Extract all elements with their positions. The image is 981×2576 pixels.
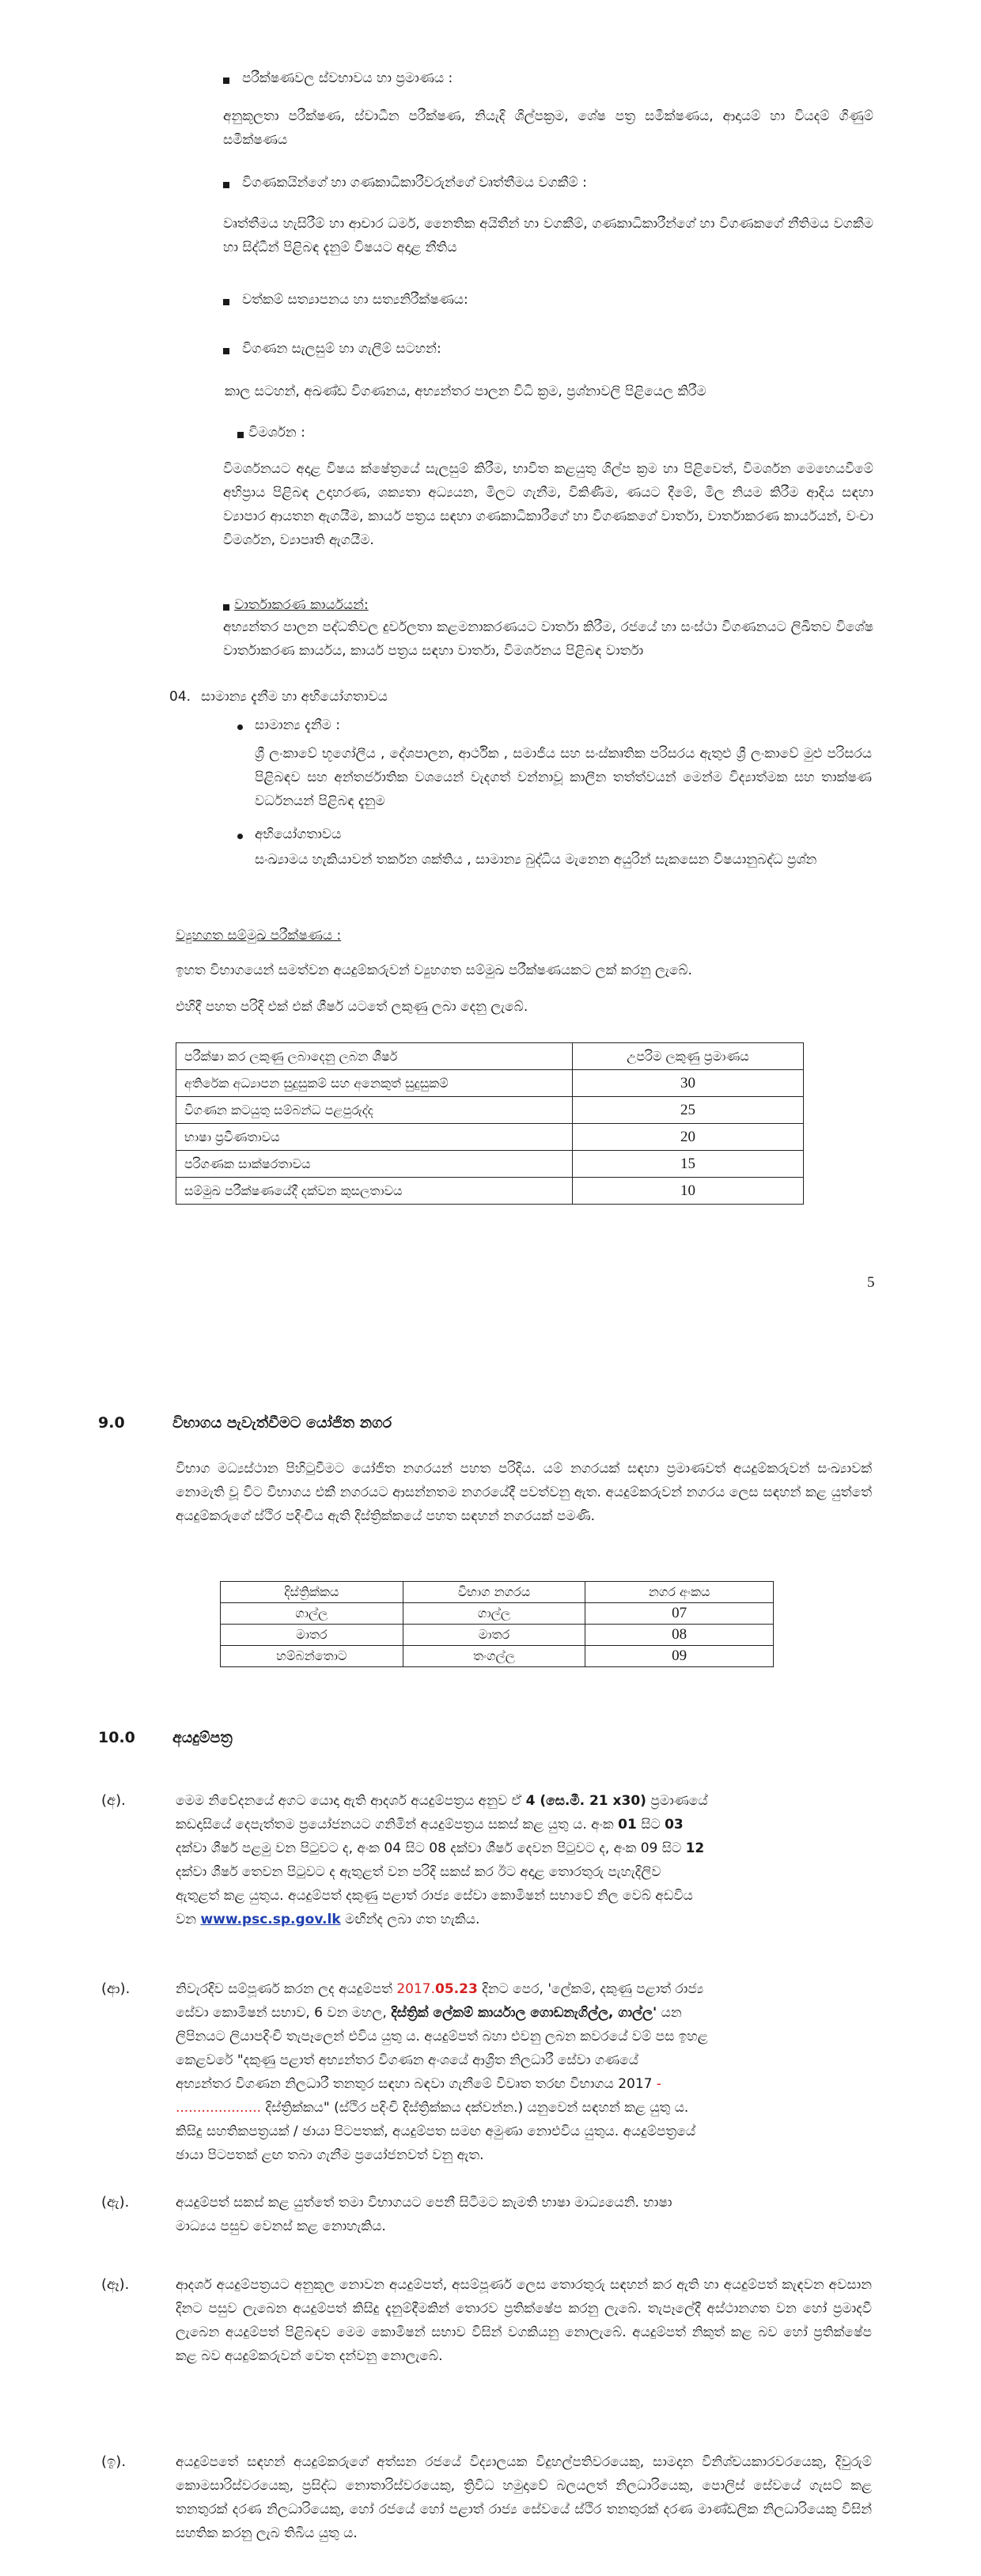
paragraph-general-knowledge: ශ්‍රී ලංකාවේ භූගෝලීය , දේශපාලන, ආර්ථික , සමාජීය සහ සංස්කෘතික පරිසරය ඇතුළු ශ්‍රී ලංකාවේ මුළු පරිසරය පිළිබඳව සහ අන්තර්ජාතික වශයෙන් වැදගත් වන්නාවූ කාලීන තත්ත්වයන් මෙන්ම විද්‍යාත්මක සහ තාක්ෂණ වර්ධනයන් පිළිබඳ දැනුම [255, 746, 872, 809]
text-run: මඟින්ද ලබා ගත හැකිය. [345, 1912, 480, 1927]
table-cell: අතිරේක අධ්‍යාපන සුදුසුකම් සහ අනෙකුත් සුදුසුකම් [176, 1070, 573, 1097]
table-cell: ගාල්ල [221, 1603, 403, 1625]
table-cell: මාතර [403, 1625, 585, 1646]
paragraph-responsibilities: වෘත්තීමය හැසිරීම් හා ආචාර ධර්ම, නෛතික අයිතීන් හා වගකීම්, ගණකාධිකාරීන්ගේ හා විගණකගේ නීතිමය වගකීම හා සිද්ධීන් පිළිබඳ දැනුම් විෂයට අදාළ නීතිය [223, 216, 873, 255]
text-line: දක්වා ශීර්ෂ තෙවන පිටුවට ද ඇතුළත් වන පරිදි සකස් කර ඊට අදාළ තොරතුරු පැහැදිලිව [176, 1864, 661, 1880]
table-cell: භාෂා ප්‍රවීණතාවය [176, 1124, 573, 1151]
text-line: ඇතුළත් කළ යුතුය. අයදුම්පත් දකුණු පළාත් රාජ්‍ය සේවා කොමිෂන් සභාවේ නිල වෙබ් අඩවිය [176, 1888, 693, 1904]
square-bullet-icon [223, 604, 229, 611]
paper-size: 4 (සෙ.මී. 21 x30) [525, 1793, 646, 1809]
table-cell: 20 [573, 1124, 804, 1151]
bullet-title-asset-verification: වත්කම් සත්‍යාපනය හා සත්‍යනිරීක්ෂණය: [242, 292, 468, 308]
table-row [176, 1151, 804, 1178]
item-a-body [176, 1789, 872, 1931]
table-cell: මාතර [221, 1625, 403, 1646]
interview-paragraph-1: ඉහත විභාගයෙන් සමත්වන අයදුම්කරුවන් ව්‍යුහගත සම්මුඛ පරීක්ෂණයකට ලක් කරනු ලැබේ. [176, 963, 692, 978]
text-line [176, 1977, 872, 2001]
table-row [221, 1625, 774, 1646]
table-row [176, 1070, 804, 1097]
table-row [176, 1178, 804, 1205]
table-row [176, 1097, 804, 1124]
interview-paragraph-2: එහිදී පහත පරිදි එක් එක් ශීර්ෂ යටතේ ලකුණු ලබා දෙනු ලැබේ. [176, 999, 528, 1015]
bullet-dot-icon [237, 724, 243, 730]
number-run: 01 [618, 1817, 637, 1833]
item-aa-body [176, 1977, 872, 2167]
text-line [176, 2001, 872, 2025]
section-number-10: 10.0 [98, 1729, 135, 1746]
bullet-title-test-nature: පරීක්ෂණවල ස්වභාවය හා ප්‍රමාණය : [242, 70, 453, 86]
text-line: කිසිදු සහතිකපත්‍රයක් / ඡායා පිටපතක්, අයදුම්පත සමඟ අමුණා නොඑවිය යුතුය. අයදුම්පත්‍රයේ [176, 2124, 696, 2139]
text-line [176, 1813, 872, 1836]
table-header-cell: පරීක්ෂා කර ලකුණු ලබාදෙනු ලබන ශීර්ෂ [176, 1043, 573, 1070]
bullet-dot-icon [237, 834, 243, 839]
paragraph-reporting: අභ්‍යන්තර පාලන පද්ධතිවල දුර්වලතා කළමනාකරණයට වාර්තා කිරීම, රජයේ හා සංස්ථා විගණනයට ලිඛිතව විශේෂ වාර්තාකරණ කාර්යය, කාර්ය පත්‍රය සඳහා වාර්තා, විමර්ශනය පිළිබඳ වාර්තා [223, 619, 873, 659]
item-label-ai: (ඈ). [101, 2276, 130, 2293]
item-label-a: (අ). [101, 1792, 126, 1809]
exam-city-table [220, 1581, 774, 1667]
text-line: කෙළවරේ "දකුණු පළාත් අභ්‍යන්තර විගණන අංශයේ ආශ්‍රිත නිලධාරී සේවා ගණයේ [176, 2052, 638, 2068]
date-part: 05.23 [435, 1981, 478, 1997]
item-e-body: අයදුම්පතේ සඳහන් අයදුම්කරුගේ අත්සන රජයේ විද්‍යාලයක විදුහල්පතිවරයෙකු, සාමදාන විනිශ්චයකාරවරයෙකු, දිවුරුම් කොමසාරිස්වරයෙකු, ප්‍රසිද්ධ නොතාරිස්වරයෙකු, ත්‍රිවිධ හමුදාවේ බලයලත් නිලධාරියෙකු, පොලිස් සේවයේ ගැසට් කළ තනතුරක් දරණ නිලධාරියෙකු, හෝ රජයේ හෝ පළාත් රාජ්‍ය සේවයේ ස්ථිර තනතුරක් දරණ මාණ්ඩලික නිලධාරියෙකු විසින් සහතික කරනු ලැබ තිබිය යුතු ය. [176, 2454, 872, 2541]
item-label-e: (ඉ). [101, 2453, 127, 2470]
text-line: ලිපිනයට ලියාපදිංචි තැපෑලෙන් එවිය යුතු ය. අයදුම්පත් බහා එවනු ලබන කවරයේ වම් පස ඉහළ [176, 2029, 708, 2045]
table-row [221, 1603, 774, 1625]
bullet-title-investigations: විමර්ශන : [248, 425, 305, 441]
square-bullet-icon [223, 299, 229, 305]
text-run: දක්වා ශීර්ෂ පළමු වන පිටුවට ද, අංක 04 සිට 08 දක්වා ශීර්ෂ දෙවන පිටුවට ද, අංක 09 සිට [176, 1840, 682, 1856]
page-number: 5 [867, 1274, 875, 1291]
text-run: සේවා කොමිෂන් සභාව, 6 වන මහල, [176, 2005, 387, 2021]
table-cell: 08 [585, 1625, 774, 1646]
table-header-cell: නගර අංකය [585, 1582, 774, 1603]
text-run: .................... [176, 2100, 262, 2116]
table-cell: 09 [585, 1646, 774, 1667]
table-row [221, 1646, 774, 1667]
text-run: නිවැරදිව සම්පූර්ණ කරන ලද අයදුම්පත් [176, 1981, 392, 1997]
text-run: වන [176, 1912, 197, 1927]
item-label-ae: (ඇ). [101, 2194, 130, 2211]
section-title-10: අයදුම්පත්‍ර [172, 1729, 233, 1746]
text-run: දිස්ත්‍රික්කය" (ස්ථිර පදිංචි දිස්ත්‍රික්කය දක්වන්න.) යනුවෙන් සඳහන් කළ යුතු ය. [265, 2100, 689, 2116]
section-number-04: 04. [169, 689, 191, 705]
table-cell: සම්මුඛ පරීක්ෂණයේදී දක්වන කුසලතාවය [176, 1178, 573, 1205]
square-bullet-icon [223, 348, 229, 354]
interview-title: ව්‍යුහගත සම්මුඛ පරීක්ෂණය : [176, 928, 342, 944]
text-run: යන [661, 2005, 682, 2021]
date-part: 2017. [396, 1981, 435, 1997]
text-run: අභ්‍යන්තර විගණන නිලධාරී තනතුර සඳහා බඳවා ගැනීමේ විවෘත තරඟ විභාගය 2017 [176, 2076, 653, 2092]
square-bullet-icon [223, 78, 229, 84]
text-line: අයදුම්පත් සකස් කළ යුත්තේ තමා විභාගයට පෙනී සිටීමට කැමති භාෂා මාධ්‍යයෙනි. භාෂා [176, 2195, 672, 2211]
text-line [176, 1789, 872, 1813]
section-title-general-knowledge: සාමාන්‍ය දැනීම හා අභියෝගතාවය [201, 689, 388, 705]
table-cell: පරිගණක සාක්ෂරතාවය [176, 1151, 573, 1178]
table-header-row [221, 1582, 774, 1603]
square-bullet-icon [223, 182, 229, 188]
table-cell: තංගල්ල [403, 1646, 585, 1667]
text-run: සිට [641, 1817, 661, 1833]
text-line [176, 1908, 872, 1931]
text-run: ප්‍රමාණයේ [650, 1793, 708, 1809]
table-cell: 25 [573, 1097, 804, 1124]
section-number-9: 9.0 [98, 1414, 125, 1432]
table-header-cell: විභාග නගරය [403, 1582, 585, 1603]
table-cell: 30 [573, 1070, 804, 1097]
table-header-cell: උපරිම ලකුණු ප්‍රමාණය [573, 1043, 804, 1070]
website-link[interactable]: www.psc.sp.gov.lk [200, 1912, 341, 1927]
item-ae-body [176, 2191, 872, 2238]
address-text: දිස්ත්‍රික් ලේකම් කාර්යාල ගොඩනැගිල්ල, ගාල්ල' [391, 2005, 657, 2021]
table-cell: ගාල්ල [403, 1603, 585, 1625]
table-header-row [176, 1043, 804, 1070]
text-run: මෙම නිවේදනයේ අගට යොදා ඇති ආදර්ශ අයදුම්පත්‍රය අනුව ඒ [176, 1793, 522, 1809]
text-line [176, 1836, 872, 1860]
table-cell: විගණන කටයුතු සම්බන්ධ පළපුරුද්ද [176, 1097, 573, 1124]
section-title-9: විභාගය පැවැත්වීමට යෝජිත නගර [172, 1414, 392, 1432]
text-line [176, 2096, 872, 2120]
text-line: ඡායා පිටපතක් ළඟ තබා ගැනීම ප්‍රයෝජනවත් වනු ඇත. [176, 2147, 484, 2163]
paragraph-aptitude: සංඛ්‍යාමය හැකියාවන් තර්කන ශක්තිය , සාමාන්‍ය බුද්ධිය මැනෙන අයුරින් සැකසෙන විෂයානුබද්ධ ප්‍රශ්න [255, 852, 817, 868]
item-ai-body: ආදර්ශ අයදුම්පත්‍රයට අනුකූල නොවන අයදුම්පත්, අසම්පූර්ණ ලෙස තොරතුරු සඳහන් කර ඇති හා අයදුම්පත් කැඳවන අවසාන දිනට පසුව ලැබෙන අයදුම්පත් කිසිදු දැනුම්දීමකින් තොරව ප්‍රතික්ෂේප කරනු ලැබේ. තැපෑලේදී අස්ථානගත වන හෝ ප්‍රමාදවී ලැබෙන අයදුම්පත් පිළිබඳව මෙම කොමිෂන් සභාව විසින් වගකියනු නොලැබේ. අයදුම්පත් නිකුත් කළ බව හෝ ප්‍රතික්ෂේප කළ බව අයදුම්කරුවන් වෙත දන්වනු නොලැබේ. [176, 2277, 872, 2364]
table-header-cell: දිස්ත්‍රික්කය [221, 1582, 403, 1603]
table-cell: 15 [573, 1151, 804, 1178]
interview-marks-table [176, 1042, 804, 1205]
section-9-paragraph: විභාග මධ්‍යස්ථාන පිහිටුවීමට යෝජිත නගරයන් පහත පරිදිය. යම් නගරයක් සඳහා ප්‍රමාණවත් අයදුම්කරුවන් සංඛ්‍යාවක් නොමැති වූ විට විභාගය එකී නගරයට ආසන්නතම නගරයේදී පවත්වනු ඇත. අයදුම්කරුවන් නගරය ලෙස සඳහන් කළ යුත්තේ අයදුම්කරුගේ ස්ථිර පදිංචිය ඇති දිස්ත්‍රික්කයේ පහත සඳහන් නගරයක් පමණි. [176, 1461, 872, 1524]
table-cell: හම්බන්තොට [221, 1646, 403, 1667]
deadline-date [396, 1981, 477, 1997]
bullet-title-responsibilities: විගණකයින්ගේ හා ගණකාධිකාරීවරුන්ගේ වෘත්තීමය වගකීම් : [242, 175, 587, 191]
paragraph-audit-planning: කාල සටහන්, අඛණ්ඩ විගණනය, අභ්‍යන්තර පාලන විධි ක්‍රම, ප්‍රශ්නාවලි පිළියෙල කිරීම [225, 384, 706, 399]
bullet-title-aptitude: අභියෝගතාවය [255, 827, 342, 842]
text-line: මාධ්‍යය පසුව වෙනස් කළ නොහැකිය. [176, 2219, 386, 2234]
bullet-title-audit-planning: විගණන සැලසුම් හා ගැලීම් සටහන්: [242, 341, 441, 357]
number-run: 03 [665, 1817, 684, 1833]
table-cell: 07 [585, 1603, 774, 1625]
number-run: 12 [685, 1840, 705, 1856]
text-run: දිනට පෙර, 'ලේකම්, දකුණු පළාත් රාජ්‍ය [482, 1981, 704, 1997]
bullet-title-reporting: වාර්තාකරණ කාර්යයන්: [234, 597, 369, 613]
text-run: - [656, 2076, 662, 2092]
paragraph-investigations: විමර්ශනයට අදාළ විෂය ක්ෂේත්‍රයේ සැලසුම් කිරීම, භාවිත කළයුතු ශිල්ප ක්‍රම හා පිළිවෙත්, විමර්ශන මෙහෙයවීමේ අභිප්‍රාය පිළිබඳ උදාහරණ, ශක්‍යතා අධ්‍යයන, මිලට ගැනීම, විකිණීම, ණයට දීමේ, මිල නියම කිරීම ආදිය සඳහා ව්‍යාපාර ආයතන ඇගයීම, කාර්ය පත්‍රය සඳහා ගණකාධිකාරීගේ හා විගණකගේ වාර්තා, වාර්තාකරණ කාර්යයන්, වංචා විමර්ශන, ව්‍යාපෘති ඇගයීම. [223, 461, 873, 548]
bullet-title-general-knowledge: සාමාන්‍ය දැනීම : [255, 717, 340, 733]
paragraph-test-nature: අනුකූලතා පරීක්ෂණ, ස්වාධීන පරීක්ෂණ, නියැදි ශිල්පක්‍රම, ශේෂ පත්‍ර සමීක්ෂණය, ආදායම් හා වියදම් ගිණුම් සමීක්ෂණය [223, 108, 873, 148]
square-bullet-icon [237, 432, 244, 438]
table-cell: 10 [573, 1178, 804, 1205]
text-line [176, 2072, 872, 2096]
item-label-aa: (ආ). [101, 1980, 131, 1997]
text-run: කඩදාසියේ දෙපැත්තම ප්‍රයෝජනයට ගනිමින් අයදුම්පත්‍රය සකස් කළ යුතු ය. අංක [176, 1817, 614, 1833]
table-row [176, 1124, 804, 1151]
